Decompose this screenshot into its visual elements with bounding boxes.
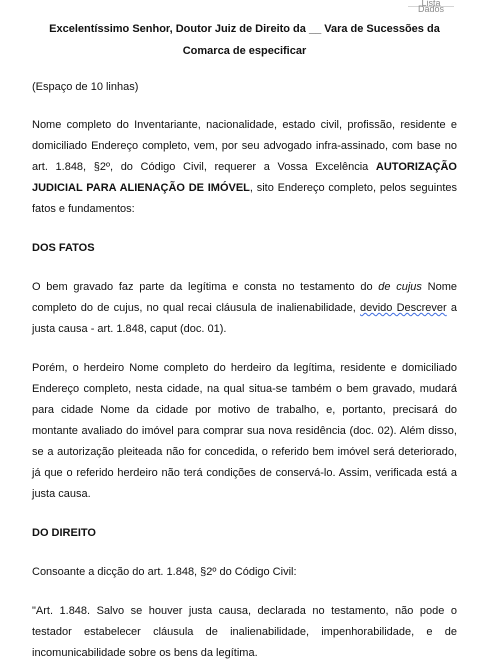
spacing-note: (Espaço de 10 linhas) xyxy=(32,81,139,93)
section-heading-direito: DO DIREITO xyxy=(32,527,96,539)
fatos-text-1: O bem gravado faz parte da legítima e consta no testamento do xyxy=(32,281,379,293)
fatos-paragraph-1 xyxy=(32,277,457,340)
intro-text-1: Nome completo do Inventariante, nacionalidade, estado civil, profissão, residente e domiciliado Endereço completo, vem, por seu advogado infra-assinado, com base no art. 1.848, §2º, do Código Civil, requerer a Vossa Excelência xyxy=(32,119,457,173)
intro-bold-request: AUTORIZAÇÃO JUDICIAL PARA ALIENAÇÃO DE IMÓVEL xyxy=(32,161,457,194)
document-heading: Excelentíssimo Senhor, Doutor Juiz de Direito da __ Vara de Sucessões da Comarca de especificar xyxy=(49,23,440,57)
grammar-flagged-text[interactable]: devido Descrever xyxy=(359,302,447,314)
intro-text-2: , sito Endereço completo, pelos seguintes fatos e fundamentos: xyxy=(32,182,457,215)
direito-paragraph-1: Consoante a dicção do art. 1.848, §2º do Código Civil: xyxy=(32,566,297,578)
fatos-italic-de-cujus: de cujus xyxy=(378,281,422,293)
fatos-text-3: a justa causa - art. 1.848, caput (doc. 01). xyxy=(32,302,457,335)
list-data-tab[interactable]: Lista Dados xyxy=(408,0,454,7)
intro-paragraph xyxy=(32,115,457,220)
fatos-paragraph-2: Porém, o herdeiro Nome completo do herdeiro da legítima, residente e domiciliado Endereço completo, nesta cidade, na qual situa-se também o bem gravado, mudará para cidade Nome da cidade por motivo de trabalho, e, portanto, precisará do montante avaliado do imóvel para comprar sua nova residência (doc. 02). Além disso, se a autorização pleiteada não for concedida, o referido bem imóvel será deteriorado, já que o referido herdeiro não terá condições de conservá-lo. Assim, verificada está a justa causa. xyxy=(32,362,457,500)
fatos-text-2: Nome completo do de cujus, no qual recai cláusula de inalienabilidade, xyxy=(32,281,457,314)
document-page xyxy=(32,19,457,664)
legal-quote: "Art. 1.848. Salvo se houver justa causa, declarada no testamento, não pode o testador estabelecer cláusula de inalienabilidade, impenhorabilidade, e de incomunicabilidade sobre os bens da legítima. xyxy=(32,605,457,659)
section-heading-fatos: DOS FATOS xyxy=(32,242,95,254)
